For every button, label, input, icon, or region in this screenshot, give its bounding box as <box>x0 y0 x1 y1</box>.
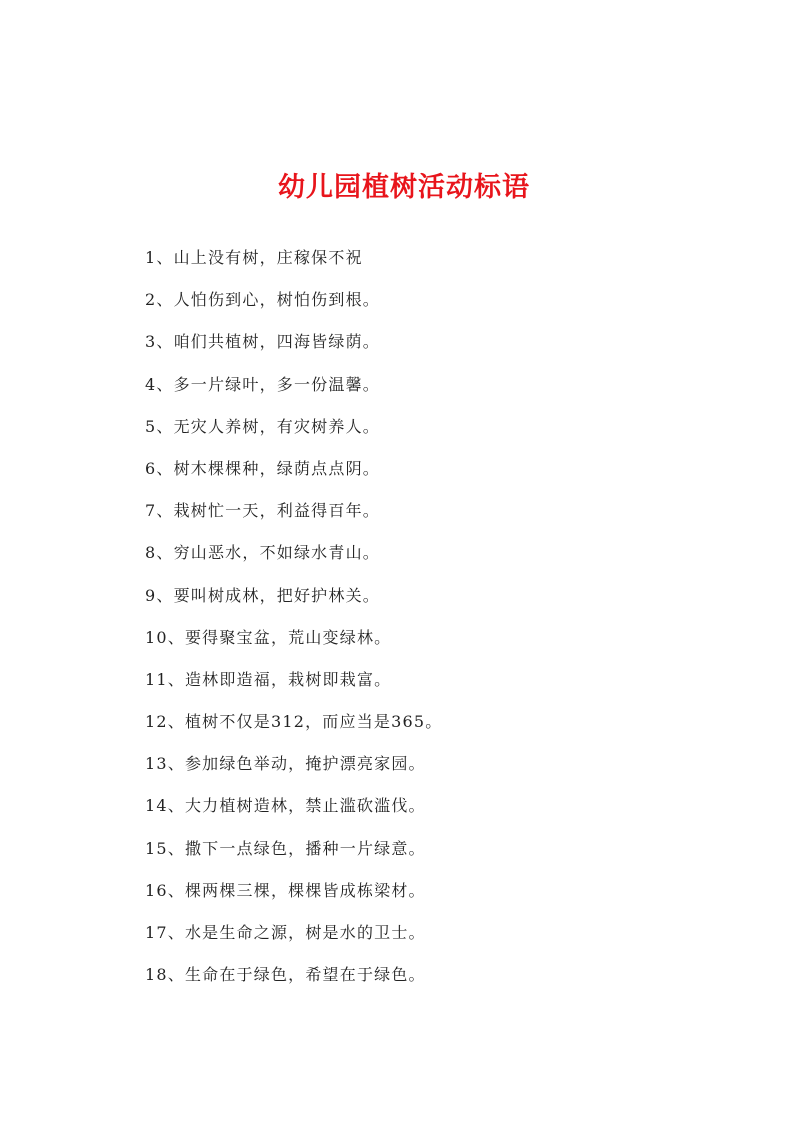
list-item: 8、穷山恶水，不如绿水青山。 <box>145 543 380 563</box>
list-item: 12、植树不仅是312，而应当是365。 <box>145 712 443 732</box>
list-item: 7、栽树忙一天，利益得百年。 <box>145 501 380 521</box>
list-item: 3、咱们共植树，四海皆绿荫。 <box>145 332 380 352</box>
list-item: 17、水是生命之源，树是水的卫士。 <box>145 923 426 942</box>
list-item: 9、要叫树成林，把好护林关。 <box>145 585 380 605</box>
list-item: 15、撒下一点绿色，播种一片绿意。 <box>145 838 426 858</box>
list-item: 18、生命在于绿色，希望在于绿色。 <box>145 965 426 985</box>
list-item: 5、无灾人养树，有灾树养人。 <box>145 416 380 436</box>
list-item: 6、树木棵棵种，绿荫点点阴。 <box>145 458 380 478</box>
list-item: 13、参加绿色举动，掩护漂亮家园。 <box>145 754 426 774</box>
list-item: 16、棵两棵三棵，棵棵皆成栋梁材。 <box>145 880 426 900</box>
page-title: 幼儿园植树活动标语 <box>278 172 530 203</box>
list-item: 11、造林即造福，栽树即栽富。 <box>145 669 392 689</box>
list-item: 2、人怕伤到心，树怕伤到根。 <box>145 290 380 310</box>
list-item: 14、大力植树造林，禁止滥砍滥伐。 <box>145 796 426 816</box>
list-item: 10、要得聚宝盆，荒山变绿林。 <box>145 627 392 647</box>
list-item: 1、山上没有树，庄稼保不祝 <box>145 248 363 267</box>
slogan-list <box>145 240 442 999</box>
list-item: 4、多一片绿叶，多一份温馨。 <box>145 374 380 394</box>
